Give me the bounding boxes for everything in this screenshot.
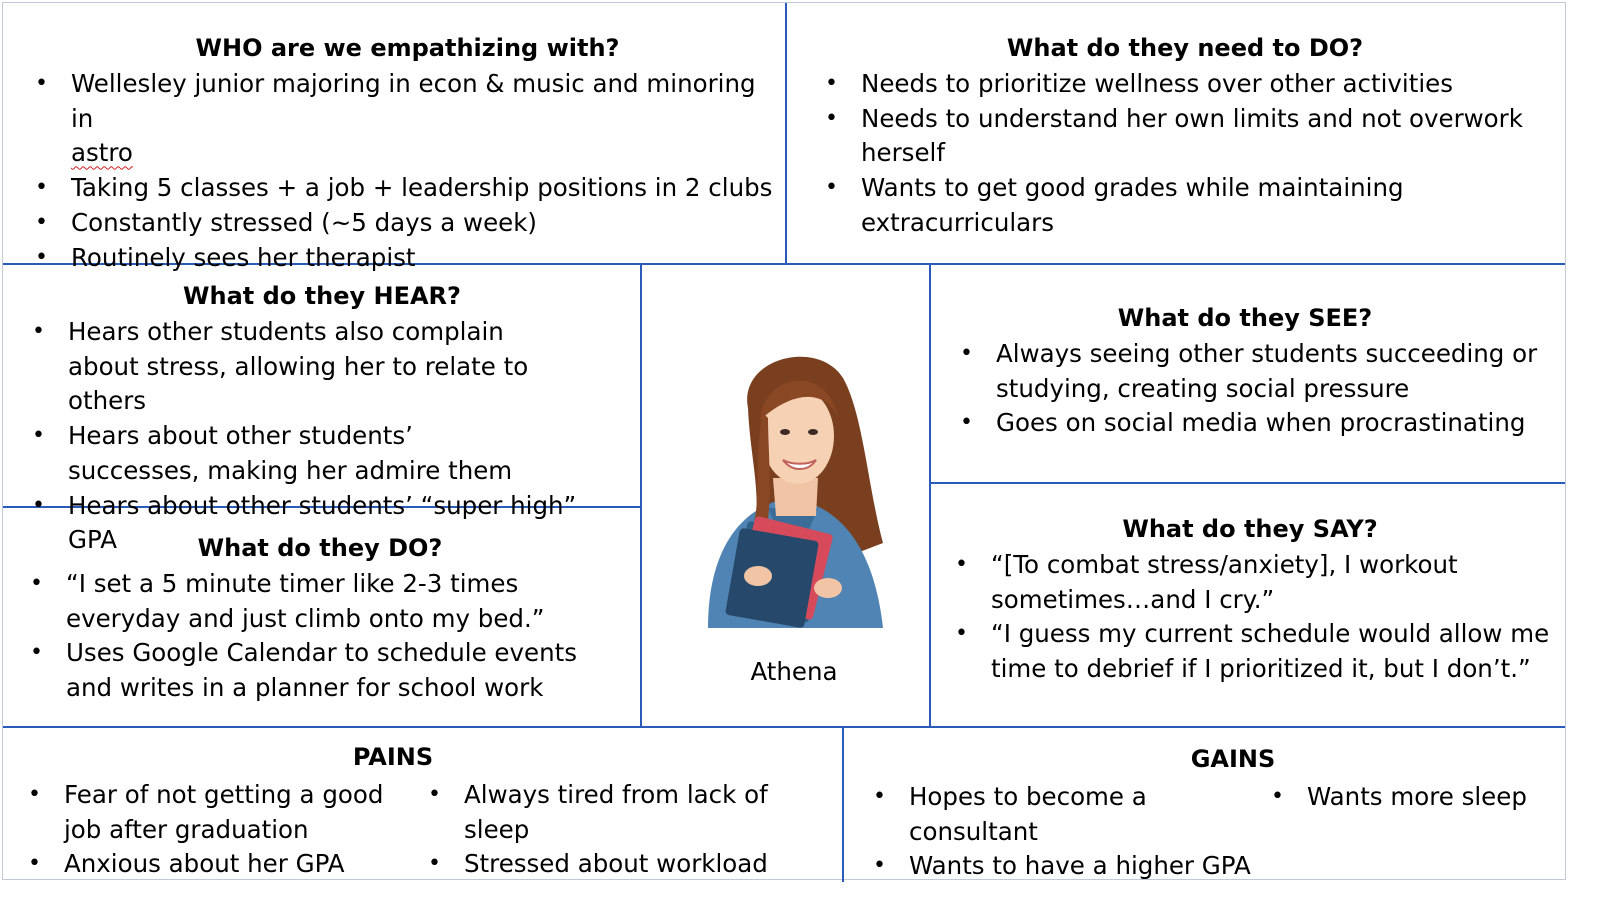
gains-title: GAINS [1190,745,1276,773]
list-item: • Hears about other students’ “super high” GPA [32,489,632,558]
list-item: • Uses Google Calendar to schedule events and writes in a planner for school work [30,636,635,705]
list-item: • Constantly stressed (~5 days a week) [35,206,780,241]
list-item: • Anxious about her GPA [28,847,428,882]
list-item: • Wellesley junior majoring in econ & music and minoring in astro [35,67,780,171]
student-photo [668,338,908,628]
gains-section [873,744,1563,881]
divider [842,726,844,882]
divider [3,726,1565,728]
list-item: • Goes on social media when procrastinating [960,406,1550,441]
list-item: • Hears other students also complain about stress, allowing her to relate to others [32,315,632,419]
divider [785,3,787,263]
list-item: • “I guess my current schedule would allow me time to debrief if I prioritized it, but I don’t.” [955,617,1555,686]
pains-section [28,742,838,879]
list-item: • Hears about other students’ successes, making her admire them [32,419,632,488]
list-item: • Stressed about workload [428,847,838,882]
list-item: • Always tired from lack of sleep [428,778,838,847]
divider [929,482,1565,484]
say-title: What do they SAY? [1122,515,1378,543]
do-title: What do they DO? [197,534,443,562]
pains-title: PAINS [352,743,434,771]
do-section [30,533,635,706]
list-item: • Needs to understand her own limits and not overwork herself [825,102,1545,171]
list-item: • Always seeing other students succeeding or studying, creating social pressure [960,337,1550,406]
need-to-do-title: What do they need to DO? [1006,34,1364,62]
list-item: • Routinely sees her therapist [35,241,780,276]
divider [640,263,642,726]
who-title: WHO are we empathizing with? [195,34,620,62]
list-item: • Hopes to become a consultant [873,780,1173,849]
list-item: • Needs to prioritize wellness over other activities [825,67,1545,102]
need-to-do-section [825,33,1545,241]
hear-section [32,281,632,558]
say-section [955,514,1555,687]
list-item: • “I set a 5 minute timer like 2-3 times everyday and just climb onto my bed.” [30,567,635,636]
persona-name: Athena [750,657,838,686]
who-section [35,33,780,275]
see-section [960,303,1550,441]
list-item: • Wants to get good grades while maintaining extracurriculars [825,171,1545,240]
divider [929,263,931,726]
hear-title: What do they HEAR? [183,282,461,310]
list-item: • Taking 5 classes + a job + leadership positions in 2 clubs [35,171,780,206]
see-title: What do they SEE? [1117,304,1373,332]
list-item: • Wants more sleep [1271,780,1561,815]
list-item: • “[To combat stress/anxiety], I workout sometimes…and I cry.” [955,548,1555,617]
list-item: • Fear of not getting a good job after graduation [28,778,428,847]
list-item: • Wants to have a higher GPA [873,849,1173,884]
